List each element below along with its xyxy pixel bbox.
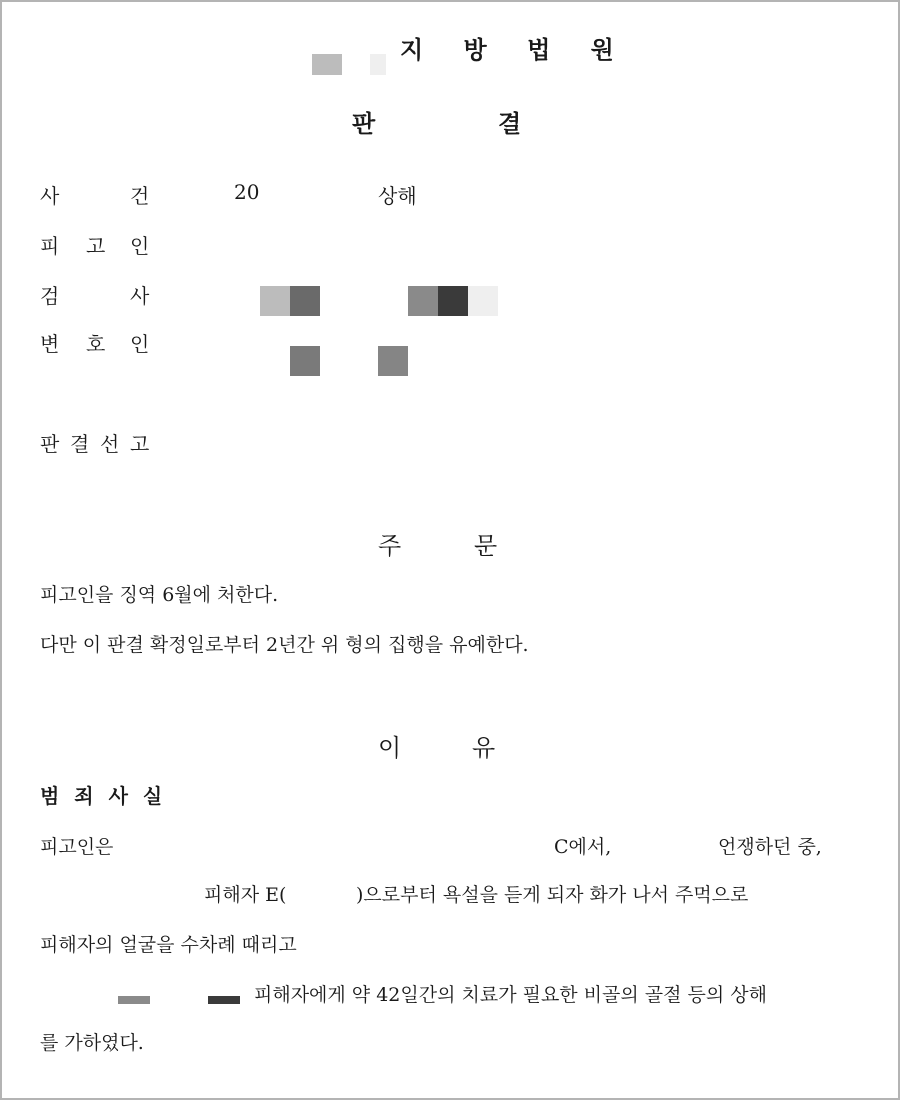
case-label-char: 건: [130, 184, 150, 208]
redaction-block: [260, 286, 290, 316]
case-type: 상해: [378, 184, 417, 208]
redaction-block: [290, 286, 320, 316]
para-line-4: 피해자에게 약 42일간의 치료가 필요한 비골의 골절 등의 상해: [254, 984, 767, 1006]
order-line-1: 피고인을 징역 6월에 처한다.: [40, 584, 279, 606]
verdict-date-label-char: 판: [40, 432, 60, 456]
counsel-label-char: 인: [130, 332, 150, 356]
redaction-block: [438, 286, 468, 316]
para-line-5: 를 가하였다.: [40, 1032, 144, 1054]
prosecutor-label-char: 사: [130, 284, 150, 308]
redaction-block: [408, 286, 438, 316]
redaction-block: [378, 346, 408, 376]
para-line-1a: 피고인은: [40, 836, 114, 858]
redaction-block: [290, 346, 320, 376]
reason-title-char: 유: [472, 734, 496, 762]
court-name: 지 방 법 원: [400, 36, 630, 64]
counsel-label-char: 변: [40, 332, 60, 356]
defendant-label-char: 인: [130, 234, 150, 258]
redaction-block: [118, 996, 150, 1004]
doc-title-char: 판: [352, 110, 376, 138]
order-title-char: 문: [474, 532, 498, 560]
para-line-1b: C에서,: [554, 836, 612, 858]
order-title-char: 주: [378, 532, 402, 560]
verdict-date-label-char: 고: [130, 432, 150, 456]
case-label-char: 사: [40, 184, 60, 208]
defendant-label-char: 고: [86, 234, 106, 258]
verdict-date-label-char: 선: [100, 432, 120, 456]
reason-title-char: 이: [378, 734, 402, 762]
redaction-block: [312, 54, 342, 75]
redaction-block: [468, 286, 498, 316]
para-line-2a: 피해자 E(: [204, 884, 287, 906]
crime-facts-heading: 범 죄 사 실: [40, 784, 167, 808]
order-line-2: 다만 이 판결 확정일로부터 2년간 위 형의 집행을 유예한다.: [40, 634, 529, 656]
para-line-3: 피해자의 얼굴을 수차례 때리고: [40, 934, 297, 956]
counsel-label-char: 호: [86, 332, 106, 356]
para-line-1c: 언쟁하던 중,: [718, 836, 822, 858]
para-line-2b: )으로부터 욕설을 듣게 되자 화가 나서 주먹으로: [356, 884, 749, 906]
defendant-label-char: 피: [40, 234, 60, 258]
doc-title-char: 결: [498, 110, 522, 138]
prosecutor-label-char: 검: [40, 284, 60, 308]
redaction-block: [370, 54, 386, 75]
redaction-block: [208, 996, 240, 1004]
case-year: 20: [234, 180, 260, 204]
verdict-date-label-char: 결: [70, 432, 90, 456]
